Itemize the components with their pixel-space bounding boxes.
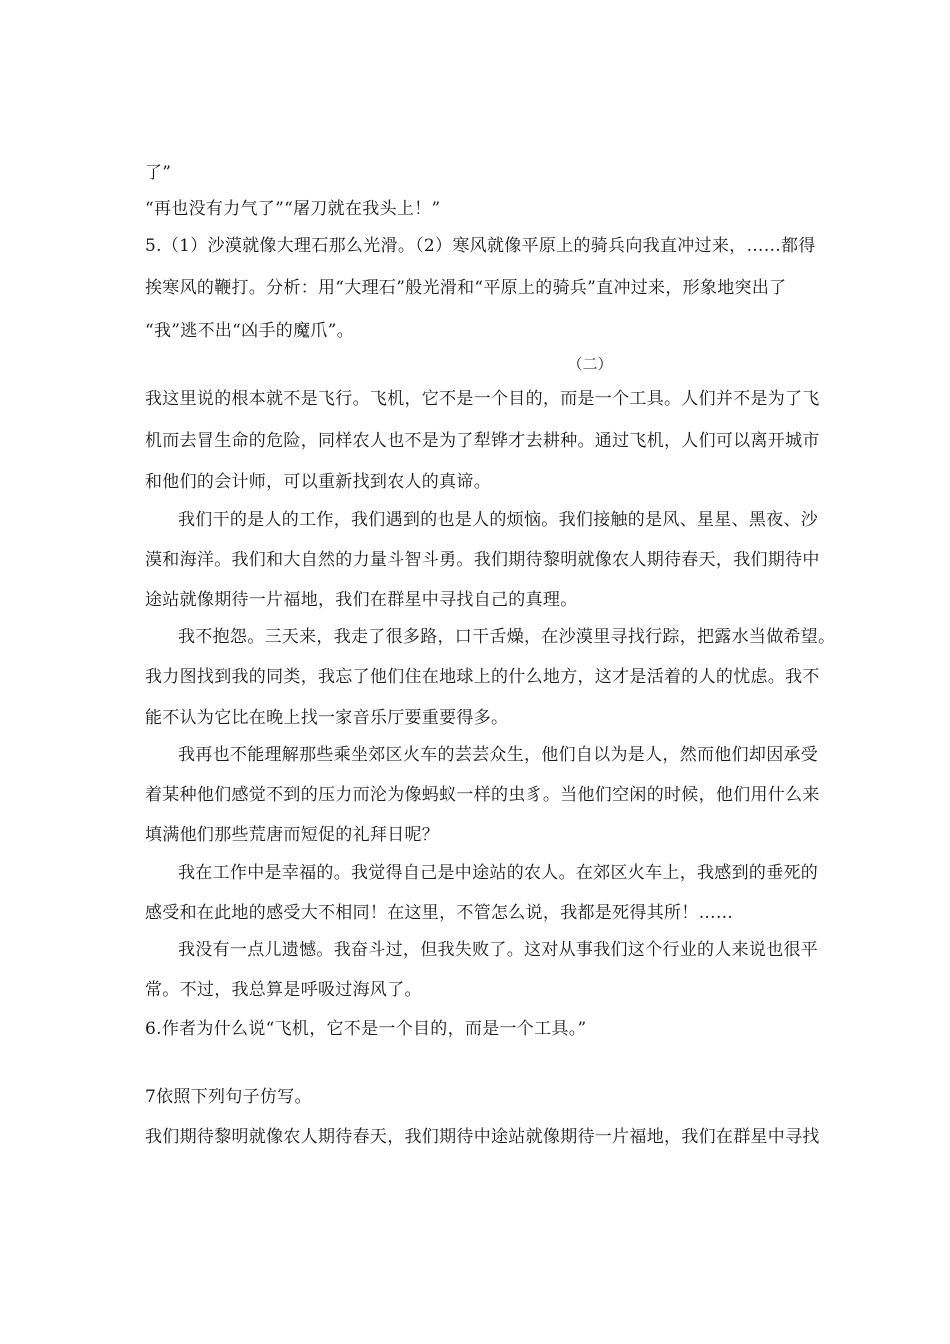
passage-line: 能不认为它比在晚上找一家音乐厅要重要得多。 (145, 708, 509, 728)
passage-line: 填满他们那些荒唐而短促的礼拜日呢？ (145, 825, 440, 845)
passage-line: 我不抱怨。三天来，我走了很多路，口干舌燥，在沙漠里寻找行踪，把露水当做希望。 (178, 627, 836, 647)
passage-line: 感受和在此地的感受大不相同！在这里，不管怎么说，我都是死得其所！…… (145, 903, 734, 923)
question-7-line: 我们期待黎明就像农人期待春天，我们期待中途站就像期待一片福地，我们在群星中寻找 (145, 1127, 820, 1147)
passage-line: 我们干的是人的工作，我们遇到的也是人的烦恼。我们接触的是风、星星、黑夜、沙 (178, 510, 819, 530)
answer-q5-line: 挨寒风的鞭打。分析：用“大理石”般光滑和“平原上的骑兵”直冲过来，形象地突出了 (145, 278, 787, 298)
answer-q5-line: “我”逃不出“凶手的魔爪”。 (145, 321, 354, 341)
passage-line: 途站就像期待一片福地，我们在群星中寻找自己的真理。 (145, 590, 578, 610)
question-6: 6.作者为什么说“飞机，它不是一个目的，而是一个工具。” (145, 1019, 587, 1039)
passage-line: 我力图找到我的同类，我忘了他们住在地球上的什么地方，这才是活着的人的忧虑。我不 (145, 667, 820, 687)
passage-line: 我没有一点儿遗憾。我奋斗过，但我失败了。这对从事我们这个行业的人来说也很平 (178, 940, 819, 960)
passage-line: 和他们的会计师，可以重新找到农人的真谛。 (145, 472, 491, 492)
passage-line: 我这里说的根本就不是飞行。飞机，它不是一个目的，而是一个工具。人们并不是为了飞 (145, 389, 820, 409)
answer-line: 了” (145, 163, 172, 183)
passage-line: 漠和海洋。我们和大自然的力量斗智斗勇。我们期待黎明就像农人期待春天，我们期待中 (145, 550, 820, 570)
passage-line: 我再也不能理解那些乘坐郊区火车的芸芸众生，他们自以为是人，然而他们却因承受 (178, 745, 819, 765)
section-title: （二） (567, 355, 613, 373)
answer-line: “再也没有力气了”“屠刀就在我头上！” (145, 199, 441, 219)
question-7-title: 7依照下列句子仿写。 (145, 1087, 312, 1107)
passage-line: 着某种他们感觉不到的压力而沦为像蚂蚁一样的虫豸。当他们空闲的时候，他们用什么来 (145, 785, 820, 805)
passage-line: 常。不过，我总算是呼吸过海风了。 (145, 980, 422, 1000)
passage-line: 我在工作中是幸福的。我觉得自己是中途站的农人。在郊区火车上，我感到的垂死的 (178, 863, 819, 883)
answer-q5-line: 5.（1）沙漠就像大理石那么光滑。（2）寒风就像平原上的骑兵向我直冲过来，……都得 (145, 236, 816, 256)
passage-line: 机而去冒生命的危险，同样农人也不是为了犁铧才去耕种。通过飞机，人们可以离开城市 (145, 431, 820, 451)
